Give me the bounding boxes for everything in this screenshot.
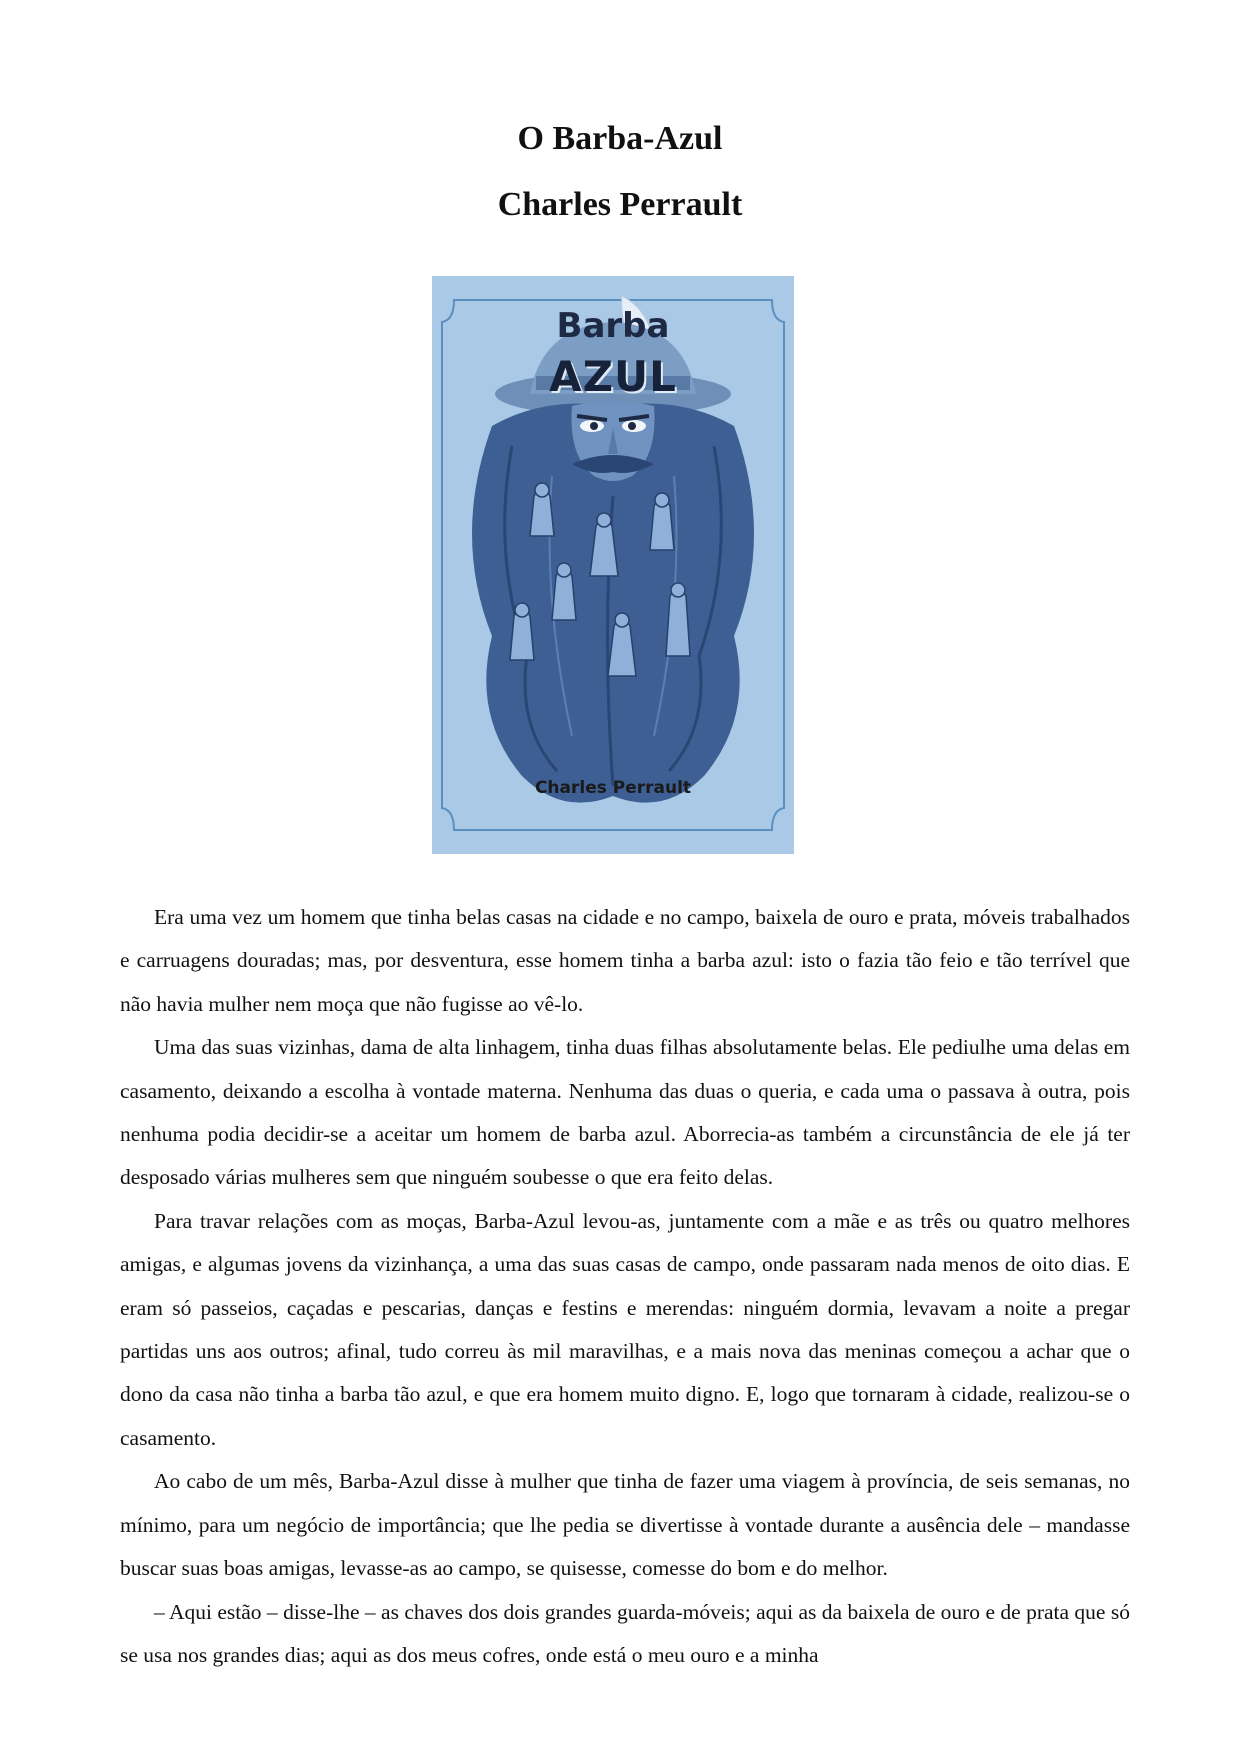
document-title: O Barba-Azul — [517, 120, 723, 157]
paragraph: Era uma vez um homem que tinha belas casas na cidade e no campo, baixela de ouro e prata, móveis trabalhados e carruagens douradas; mas, por desventura, esse homem tinha a barba azul: isto o fazia tão feio e tão terrível que não havia mulher nem moça que não fugisse ao vê-lo. — [120, 905, 1130, 1016]
paragraph: Ao cabo de um mês, Barba-Azul disse à mulher que tinha de fazer uma viagem à província, de seis semanas, no mínimo, para um negócio de importância; que lhe pedia se divertisse à vontade durante a ausência dele – mandasse buscar suas boas amigas, levasse-as ao campo, se quisesse, comesse do bom e do melhor. — [120, 1469, 1130, 1581]
paragraph: – Aqui estão – disse-lhe – as chaves dos dois grandes guarda-móveis; aqui as da baixela de ouro e de prata que só se usa nos grandes dias; aqui as dos meus cofres, onde está o meu ouro e a minha — [120, 1599, 1130, 1667]
paragraph: Para travar relações com as moças, Barba-Azul levou-as, juntamente com a mãe e as três ou quatro melhores amigas, e algumas jovens da vizinhança, a uma das suas casas de campo, onde passaram nada menos de oito dias. E eram só passeios, caçadas e pescarias, danças e festins e merendas: ninguém dormia, levavam a noite a pregar partidas uns aos outros; afinal, tudo correu às mil maravilhas, e a mais nova das meninas começou a achar que o dono da casa não tinha a barba tão azul, e que era homem muito digno. E, logo que tornaram à cidade, realizou-se o casamento. — [120, 1208, 1130, 1450]
book-cover-illustration — [432, 276, 794, 854]
cover-author: Charles Perrault — [534, 778, 692, 798]
document-author: Charles Perrault — [497, 186, 743, 223]
paragraph: Uma das suas vizinhas, dama de alta linhagem, tinha duas filhas absolutamente belas. Ele pediulhe uma delas em casamento, deixando a escolha à vontade materna. Nenhuma das duas o queria, e cada uma o passava à outra, pois nenhuma podia decidir-se a aceitar um homem de barba azul. Aborrecia-as também a circunstância de ele já ter desposado várias mulheres sem que ninguém soubesse o que era feito delas. — [120, 1035, 1130, 1190]
cover-title-line1: Barba — [556, 306, 670, 346]
story-text — [120, 896, 1130, 1677]
cover-title-line2: AZUL — [549, 352, 677, 401]
